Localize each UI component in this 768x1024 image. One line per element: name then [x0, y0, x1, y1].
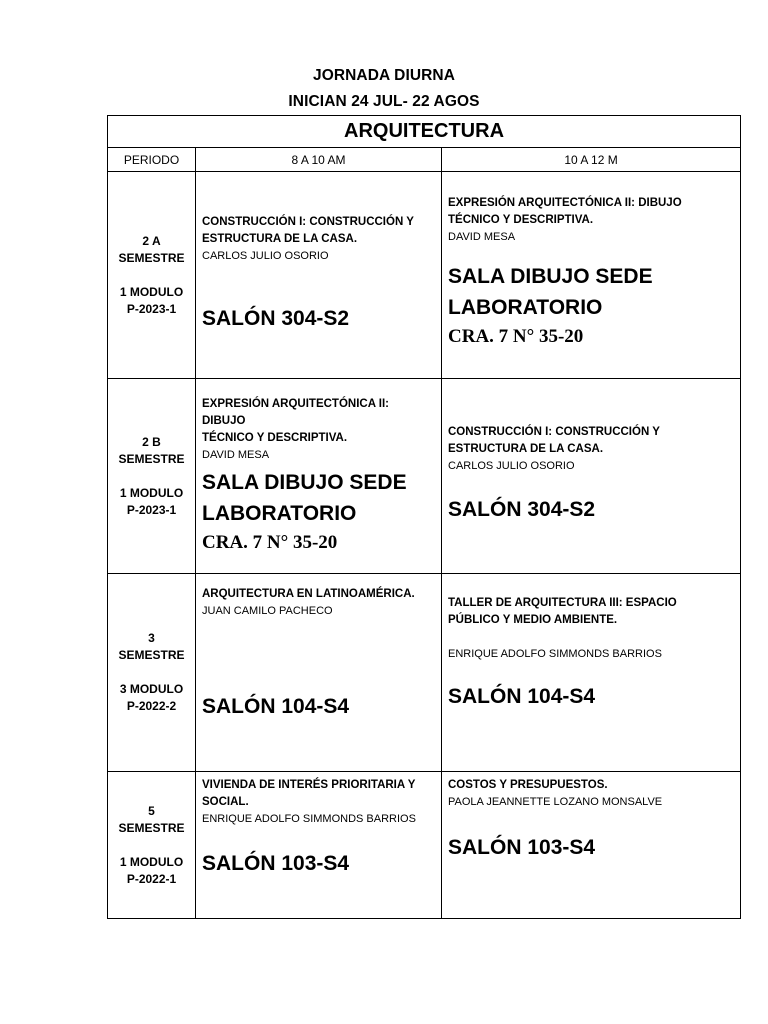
period-group: 5 — [148, 803, 155, 818]
class-cell-slot-2 — [442, 574, 741, 772]
period-semester-label: SEMESTRE — [118, 451, 185, 466]
room-label: SALÓN 104-S4 — [448, 685, 596, 708]
room-label: LABORATORIO — [202, 502, 357, 525]
period-cell — [108, 772, 196, 919]
class-info — [448, 195, 734, 246]
period-semester-label: SEMESTRE — [118, 648, 185, 662]
teacher-name: PAOLA JEANNETTE LOZANO MONSALVE — [448, 796, 663, 808]
teacher-name: CARLOS JULIO OSORIO — [202, 250, 329, 262]
class-info — [202, 777, 435, 828]
period-module: 1 MODULO — [119, 485, 184, 500]
period-code: P-2023-1 — [126, 502, 177, 517]
schedule-header-dates: INICIAN 24 JUL- 22 AGOS — [288, 93, 480, 110]
class-cell-slot-2 — [442, 772, 741, 919]
room-address: CRA. 7 N° 35-20 — [448, 326, 584, 347]
period-semester-label: SEMESTRE — [118, 250, 185, 265]
room-label: LABORATORIO — [448, 296, 603, 319]
room-block — [202, 467, 435, 557]
period-spacer — [108, 837, 195, 854]
room-label: SALÓN 103-S4 — [448, 836, 596, 859]
schedule-header-shift: JORNADA DIURNA — [312, 67, 456, 84]
period-spacer — [108, 267, 195, 284]
teacher-name: JUAN CAMILO PACHECO — [202, 605, 333, 617]
schedule-table — [107, 115, 741, 919]
class-info — [448, 595, 734, 663]
course-name: COSTOS Y PRESUPUESTOS. — [448, 779, 608, 791]
class-cell-slot-1 — [196, 772, 442, 919]
course-name: TÉCNICO Y DESCRIPTIVA. — [202, 432, 348, 444]
table-row — [108, 772, 741, 919]
teacher-name: DAVID MESA — [448, 231, 516, 243]
period-cell — [108, 172, 196, 379]
period-group: 3 — [148, 631, 155, 645]
period-group: 2 B — [142, 434, 161, 449]
period-code: P-2022-1 — [126, 871, 177, 886]
column-header-slot-2: 10 A 12 M — [442, 148, 741, 172]
period-cell — [108, 574, 196, 772]
course-name: TALLER DE ARQUITECTURA III: ESPACIO — [448, 597, 677, 609]
room-label: SALA DIBUJO SEDE — [202, 471, 407, 494]
room-label: SALÓN 103-S4 — [202, 852, 350, 875]
table-row — [108, 172, 741, 379]
course-name: EXPRESIÓN ARQUITECTÓNICA II: DIBUJO — [448, 197, 682, 209]
room-address: CRA. 7 N° 35-20 — [202, 532, 338, 553]
class-cell-slot-2 — [442, 172, 741, 379]
period-module: 1 MODULO — [119, 284, 184, 299]
class-cell-slot-1 — [196, 574, 442, 772]
table-title: ARQUITECTURA — [108, 116, 741, 148]
course-name: SOCIAL. — [202, 796, 249, 808]
room-label: SALÓN 104-S4 — [202, 695, 350, 718]
room-block — [448, 261, 734, 351]
course-name: EXPRESIÓN ARQUITECTÓNICA II: DIBUJO — [202, 398, 389, 427]
column-header-slot-1: 8 A 10 AM — [196, 148, 442, 172]
teacher-name: CARLOS JULIO OSORIO — [448, 460, 575, 472]
teacher-name: ENRIQUE ADOLFO SIMMONDS BARRIOS — [448, 648, 662, 660]
class-cell-slot-2 — [442, 379, 741, 574]
teacher-name: ENRIQUE ADOLFO SIMMONDS BARRIOS — [202, 813, 416, 825]
period-spacer — [108, 468, 195, 485]
period-spacer — [108, 664, 195, 681]
period-code: P-2022-2 — [126, 699, 177, 713]
course-name: ARQUITECTURA EN LATINOAMÉRICA. — [202, 588, 415, 600]
period-semester-label: SEMESTRE — [118, 820, 185, 835]
period-cell — [108, 379, 196, 574]
table-row — [108, 379, 741, 574]
course-name: CONSTRUCCIÓN I: CONSTRUCCIÓN Y — [448, 426, 660, 438]
course-name: ESTRUCTURA DE LA CASA. — [202, 233, 358, 245]
room-label: SALÓN 304-S2 — [202, 307, 350, 330]
course-name: PÚBLICO Y MEDIO AMBIENTE. — [448, 614, 618, 626]
teacher-name: DAVID MESA — [202, 449, 270, 461]
course-name: TÉCNICO Y DESCRIPTIVA. — [448, 214, 594, 226]
class-info — [202, 214, 435, 265]
course-name: VIVIENDA DE INTERÉS PRIORITARIA Y — [202, 779, 416, 791]
class-cell-slot-1 — [196, 379, 442, 574]
column-header-period: PERIODO — [108, 148, 196, 172]
class-info — [202, 396, 435, 464]
room-label: SALÓN 304-S2 — [448, 498, 596, 521]
period-module: 1 MODULO — [119, 854, 184, 869]
period-code: P-2023-1 — [126, 301, 177, 316]
class-info — [448, 424, 734, 475]
course-name: CONSTRUCCIÓN I: CONSTRUCCIÓN Y — [202, 216, 414, 228]
table-row — [108, 574, 741, 772]
period-group: 2 A — [142, 233, 161, 248]
room-label: SALA DIBUJO SEDE — [448, 265, 653, 288]
class-cell-slot-1 — [196, 172, 442, 379]
class-info — [448, 777, 734, 811]
class-info — [202, 586, 435, 620]
period-module: 3 MODULO — [119, 682, 184, 696]
course-name: ESTRUCTURA DE LA CASA. — [448, 443, 604, 455]
